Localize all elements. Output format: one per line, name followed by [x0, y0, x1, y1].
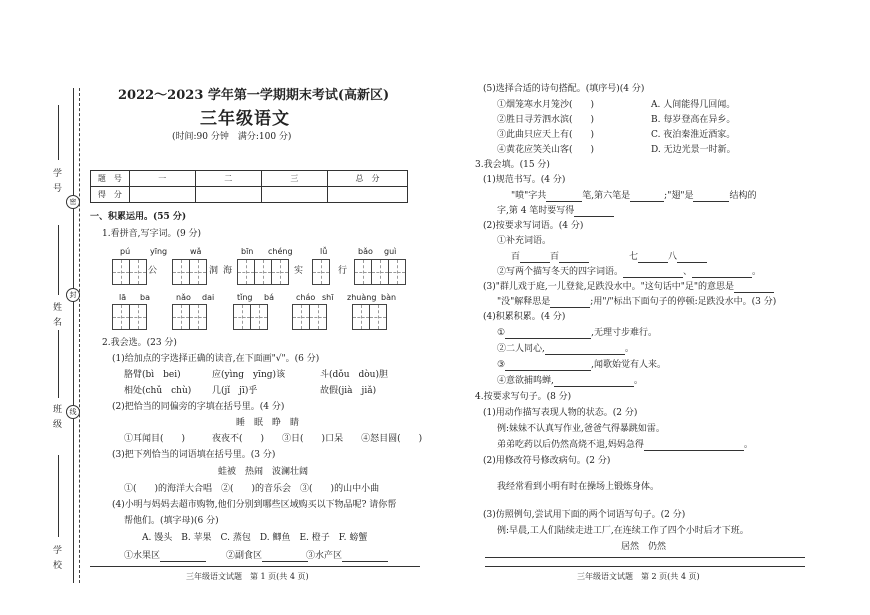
q3-1-text-a: "喷"字共: [511, 191, 547, 201]
pinyin-17: zhuàng: [347, 293, 377, 302]
poem-left-1[interactable]: ①烟笼寒水月笼沙( ): [497, 100, 595, 110]
q4-1-instruction: (1)用动作描写表现人物的状态。(2 分): [483, 408, 638, 418]
pinyin-12: dai: [202, 293, 215, 302]
idiom-blank-3[interactable]: [638, 252, 668, 263]
q1-heading: 1.看拼音,写字词。(9 分): [102, 229, 202, 239]
q4-3-instruction: (3)仿照例句,尝试用下面的两个词语写句子。(2 分): [483, 510, 686, 520]
q3-1-line2[interactable]: [497, 206, 614, 217]
idiom-char-3: 七: [629, 252, 639, 262]
q3-1-instruction: (1)规范书写。(4 分): [483, 175, 566, 185]
area-food-blank[interactable]: [262, 551, 308, 562]
q3-4-c[interactable]: [497, 360, 666, 371]
q3-1-line1[interactable]: [511, 191, 756, 202]
area-food[interactable]: [226, 551, 308, 562]
pinyin-6: lǚ: [320, 247, 328, 256]
q4-heading: 4.按要求写句子。(8 分): [475, 392, 572, 402]
score-cell-total[interactable]: [327, 187, 407, 203]
char-cell[interactable]: [250, 304, 268, 330]
q3-3-text-b: "没"解释思是: [497, 297, 551, 307]
pinyin-5: chéng: [268, 247, 293, 256]
score-table: [90, 170, 408, 203]
pinyin-10: ba: [140, 293, 150, 302]
char-cell[interactable]: [112, 259, 130, 285]
char-cell[interactable]: [237, 259, 255, 285]
area-seafood-label: ③水产区: [306, 551, 343, 561]
score-cell-3[interactable]: [261, 187, 327, 203]
label-class: 班级: [51, 404, 61, 434]
label-name: 姓名: [51, 302, 61, 332]
q3-4-c-text: ,闻歌始觉有人来。: [591, 360, 666, 370]
poem-right-b: B. 每岁登高在异乡。: [651, 115, 736, 125]
poem-right-d: D. 无边光景一时新。: [651, 145, 736, 155]
given-char: 公: [148, 266, 158, 276]
q3-3-text-c: ;用"/"标出下面句子的停顿:足跌没水中。(3 分): [590, 297, 777, 307]
q4-2-instruction: (2)用修改符号修改病句。(2 分): [483, 456, 611, 466]
q5-heading: (5)选择合适的诗句搭配。(填序号)(4 分): [483, 84, 645, 94]
school-fill-line: [58, 455, 59, 537]
q3-4-b[interactable]: ②二人同心, 。: [497, 344, 634, 354]
q3-4-a-num: ①: [497, 328, 506, 338]
q4-3-example: 例:早晨,工人们陆续走进工厂,在连续工作了四个小时后才下班。: [497, 526, 749, 536]
char-cell[interactable]: [312, 259, 330, 285]
char-cell[interactable]: [352, 304, 370, 330]
zu-meaning-blank[interactable]: [734, 282, 774, 293]
q2-4-instruction-cont: 帮他们。(填字母)(6 分): [124, 516, 219, 526]
binding-dash-line: [79, 88, 80, 583]
char-cell[interactable]: [189, 304, 207, 330]
score-header-2: 二: [195, 171, 261, 187]
q3-1-text-b: 笔,第六笔是: [582, 191, 631, 201]
q2-1-item-c[interactable]: 斗(dǒu dòu)胆: [320, 370, 388, 380]
char-cell[interactable]: [172, 304, 190, 330]
sixth-stroke-blank[interactable]: [630, 191, 664, 202]
winter-word-blank-2[interactable]: [692, 267, 752, 278]
seal-circle-feng: 封: [66, 288, 80, 302]
action-description-blank[interactable]: [644, 440, 744, 451]
poem-right-a: A. 人间能得几回闻。: [651, 100, 736, 110]
score-header-3: 三: [261, 171, 327, 187]
left-page-footer: 三年级语文试题 第 1 页(共 4 页): [186, 572, 309, 581]
q3-2-sub-a: ①补充词语。: [497, 236, 552, 246]
pinyin-3: wǎ: [190, 247, 202, 256]
q3-3-line2[interactable]: [497, 297, 776, 308]
q2-3-instruction: (3)把下列恰当的词语填在括号里。(3 分): [112, 450, 276, 460]
idiom-blank-1[interactable]: [520, 252, 550, 263]
poem-left-2[interactable]: ②胜日寻芳泗水滨( ): [497, 115, 595, 125]
winter-word-blank-1[interactable]: [623, 267, 683, 278]
q3-heading: 3.我会填。(15 分): [475, 160, 550, 170]
answer-line-2[interactable]: [485, 566, 805, 567]
exam-title: 2022～2023 学年第一学期期末考试(高新区): [118, 88, 390, 103]
char-cell[interactable]: [172, 259, 190, 285]
poem-right-c: C. 夜泊秦淮近酒家。: [651, 130, 736, 140]
poem-left-4[interactable]: ④黄花应笑关山客( ): [497, 145, 595, 155]
q2-1-item-b[interactable]: 应(yìng yīng)该: [212, 370, 286, 380]
area-fruit-label: ①水果区: [124, 551, 161, 561]
score-cell-1[interactable]: [129, 187, 195, 203]
pinyin-2: yīng: [150, 247, 168, 256]
left-footer-rule: [90, 566, 420, 567]
idiom-char-4: 八: [668, 252, 678, 262]
stroke-count-blank[interactable]: [546, 191, 582, 202]
score-header-1: 一: [129, 171, 195, 187]
char-cell[interactable]: [254, 259, 272, 285]
char-cell[interactable]: [129, 304, 147, 330]
label-student-id: 学号: [51, 168, 61, 198]
score-row-label: 得 分: [91, 187, 130, 203]
char-cell[interactable]: [233, 304, 251, 330]
pinyin-16: shī: [322, 293, 334, 302]
q2-4-instruction: (4)小明与妈妈去超市购物,他们分别到哪些区域购买以下物品呢? 请你帮: [112, 500, 397, 510]
area-seafood[interactable]: [306, 551, 388, 562]
q2-1-instruction: (1)给加点的字选择正确的读音,在下面画"√"。(6 分): [112, 354, 320, 364]
q3-2-instruction: (2)按要求写词语。(4 分): [483, 221, 584, 231]
q3-2-sub-b[interactable]: ②写两个描写冬天的四字词语。 、 。: [497, 267, 762, 277]
q3-4-a-text: ,无理寸步难行。: [591, 328, 657, 338]
exam-meta: (时间:90 分钟 满分:100 分): [172, 132, 292, 142]
q4-1-example: 例:妹妹不认真写作业,爸爸气得暴跳如雷。: [497, 424, 665, 434]
idiom-char-1: 百: [511, 252, 521, 262]
poem-blank-4[interactable]: [554, 376, 634, 387]
char-cell[interactable]: [388, 259, 406, 285]
idiom-char-2: 百: [550, 252, 560, 262]
q3-1-text-d: 结构的: [729, 191, 757, 201]
q2-2-items[interactable]: ①耳闻目( ) 夜夜不( ) ③日( )口呆 ④怒目圆( ): [124, 434, 423, 444]
q3-4-d[interactable]: ④意欲捕鸣蝉, 。: [497, 376, 643, 386]
char-cell[interactable]: [189, 259, 207, 285]
q2-3-word-bank: 蛙被 热闹 波澜壮阔: [218, 467, 309, 477]
pinyin-15: cháo: [296, 293, 316, 302]
poem-left-3[interactable]: ③此曲只应天上有( ): [497, 130, 595, 140]
mo-meaning-blank[interactable]: [550, 297, 590, 308]
char-cell[interactable]: [354, 259, 372, 285]
q3-4-instruction: (4)积累积累。(4 分): [483, 312, 566, 322]
area-fruit[interactable]: [124, 551, 206, 562]
q3-2-sub-b-label: ②写两个描写冬天的四字词语。: [497, 267, 624, 277]
char-cell[interactable]: [369, 304, 387, 330]
q2-2-instruction: (2)把恰当的同偏旁的字填在括号里。(4 分): [112, 402, 285, 412]
q4-2-sentence[interactable]: 我经常看到小明有时在操场上锻炼身体。: [497, 482, 660, 492]
binding-line: [73, 88, 74, 583]
section-1-heading: 一、积累运用。(55 分): [90, 212, 187, 222]
pinyin-1: pú: [120, 247, 131, 256]
score-cell-2[interactable]: [195, 187, 261, 203]
q3-4-b-text: ②二人同心,: [497, 344, 545, 354]
char-cell[interactable]: [309, 304, 327, 330]
q3-1-text-c: ;"翅"是: [664, 191, 694, 201]
seal-circle-mi: 密: [66, 195, 80, 209]
pinyin-9: lā: [119, 293, 127, 302]
given-char: 行: [338, 266, 348, 276]
idiom-blank-2[interactable]: [559, 252, 589, 263]
given-char: 实: [294, 266, 304, 276]
fourth-stroke-blank[interactable]: [574, 206, 614, 217]
q4-3-word-bank: 居然 仍然: [621, 542, 667, 552]
q4-1-question-text: 弟弟吃药以后仍然高烧不退,妈妈急得: [497, 440, 644, 450]
char-cell[interactable]: [371, 259, 389, 285]
pinyin-7: bǎo: [358, 247, 373, 256]
name-fill-line: [58, 225, 59, 295]
proverb-blank-2[interactable]: [545, 344, 625, 355]
pinyin-18: bàn: [381, 293, 397, 302]
area-food-label: ②副食区: [226, 551, 263, 561]
area-seafood-blank[interactable]: [342, 551, 388, 562]
q2-1-item-a[interactable]: 胳臂(bì bei): [124, 370, 181, 380]
seal-circle-xian: 线: [66, 405, 80, 419]
idiom-fill-row[interactable]: [511, 252, 707, 263]
given-char: 海: [223, 266, 233, 276]
right-page-footer: 三年级语文试题 第 2 页(共 4 页): [577, 572, 700, 581]
label-school: 学校: [51, 545, 61, 575]
class-fill-line: [58, 330, 59, 398]
subject-title: 三年级语文: [200, 109, 290, 129]
answer-line-1[interactable]: [485, 557, 805, 558]
q3-4-a[interactable]: [497, 328, 657, 339]
pinyin-11: nǎo: [176, 293, 191, 302]
area-fruit-blank[interactable]: [160, 551, 206, 562]
q2-2-word-bank: 睡 眠 睁 睛: [236, 418, 300, 428]
given-char: 洞: [209, 266, 219, 276]
q4-1-question[interactable]: 弟弟吃药以后仍然高烧不退,妈妈急得 。: [497, 440, 753, 450]
poem-blank-3[interactable]: [505, 360, 591, 371]
char-cell[interactable]: [129, 259, 147, 285]
score-header-total: 总 分: [327, 171, 407, 187]
pinyin-14: bá: [264, 293, 274, 302]
pinyin-8: guì: [384, 247, 397, 256]
q2-heading: 2.我会选。(23 分): [102, 338, 177, 348]
char-cell[interactable]: [292, 304, 310, 330]
pinyin-4: bīn: [241, 247, 254, 256]
id-fill-line: [58, 105, 59, 160]
pinyin-13: tǐng: [237, 293, 253, 302]
q2-1-item-e[interactable]: 几(jǐ jī)乎: [212, 386, 258, 396]
q2-1-item-d[interactable]: 相处(chǔ chù): [124, 386, 192, 396]
char-cell[interactable]: [271, 259, 289, 285]
proverb-blank-1[interactable]: [505, 328, 591, 339]
q3-1-text-e: 字,第 4 笔时要写得: [497, 206, 575, 216]
q2-1-item-f[interactable]: 故假(jià jiǎ): [320, 386, 377, 396]
structure-blank[interactable]: [693, 191, 729, 202]
char-cell[interactable]: [112, 304, 130, 330]
q3-3-text: (3)"群儿戏于庭,一儿登瓮,足跌没水中。"这句话中"足"的意思是: [483, 282, 735, 292]
idiom-blank-4[interactable]: [677, 252, 707, 263]
q2-3-items[interactable]: ①( )的海洋大合唱 ②( )的音乐会 ③( )的山中小曲: [124, 484, 380, 494]
q3-4-c-num: ③: [497, 360, 506, 370]
q2-4-options: A. 馒头 B. 苹果 C. 蒸包 D. 鲫鱼 E. 橙子 F. 螃蟹: [142, 533, 368, 543]
q3-4-d-text: ④意欲捕鸣蝉,: [497, 376, 554, 386]
q3-3-line1[interactable]: [483, 282, 774, 293]
score-header-label: 题 号: [91, 171, 130, 187]
